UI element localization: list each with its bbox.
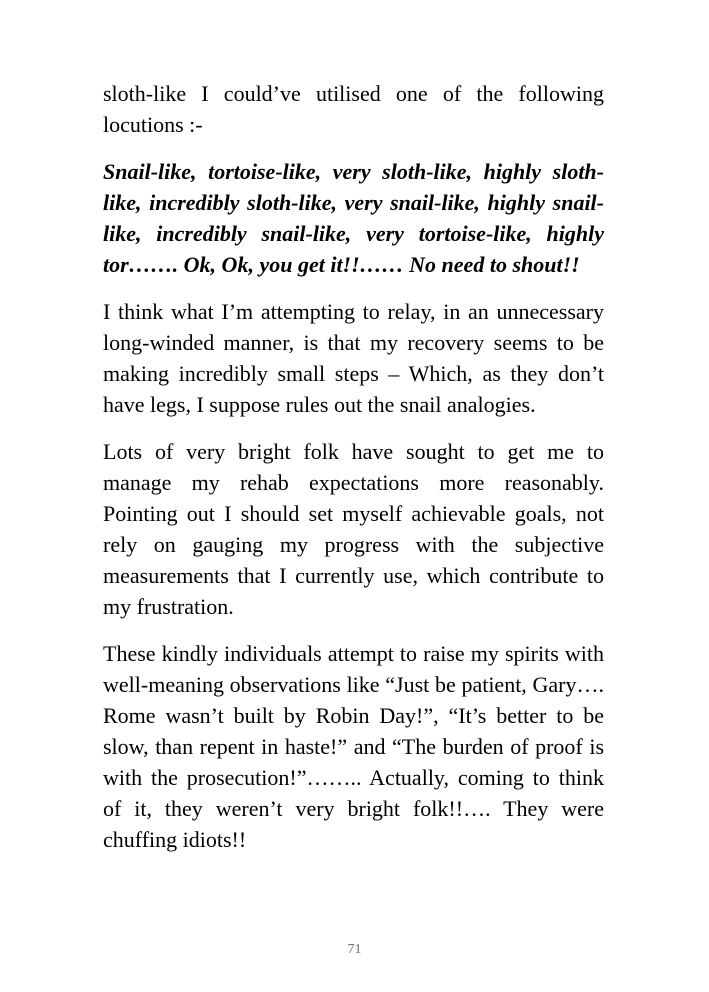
page-body-text <box>103 78 604 871</box>
page-number: 71 <box>347 942 362 957</box>
paragraph-3: I think what I’m attempting to relay, in an unnecessary long-winded manner, is that my recovery seems to be making incredibly small steps – Which, as they don’t have legs, I suppose rules out the snail analogies. <box>103 299 604 417</box>
paragraph-2-emphasis: Snail-like, tortoise-like, very sloth-like, highly sloth-like, incredibly sloth-like, very snail-like, highly snail-like, incredibly snail-like, very tortoise-like, highly tor……. Ok, Ok, you get it!!…… No need to shout!! <box>103 159 604 277</box>
paragraph-5: These kindly individuals attempt to raise my spirits with well-meaning observations like “Just be patient, Gary…. Rome wasn’t built by Robin Day!”, “It’s better to be slow, than repent in haste!” and “The burden of proof is with the prosecution!”…….. Actually, coming to think of it, they weren’t very bright folk!!…. They were chuffing idiots!! <box>103 641 604 852</box>
page-footer <box>0 941 709 959</box>
paragraph-1: sloth-like I could’ve utilised one of the following locutions :- <box>103 81 604 137</box>
paragraph-4: Lots of very bright folk have sought to get me to manage my rehab expectations more reasonably. Pointing out I should set myself achievable goals, not rely on gauging my progress with the subjective measurements that I currently use, which contribute to my frustration. <box>103 439 604 619</box>
